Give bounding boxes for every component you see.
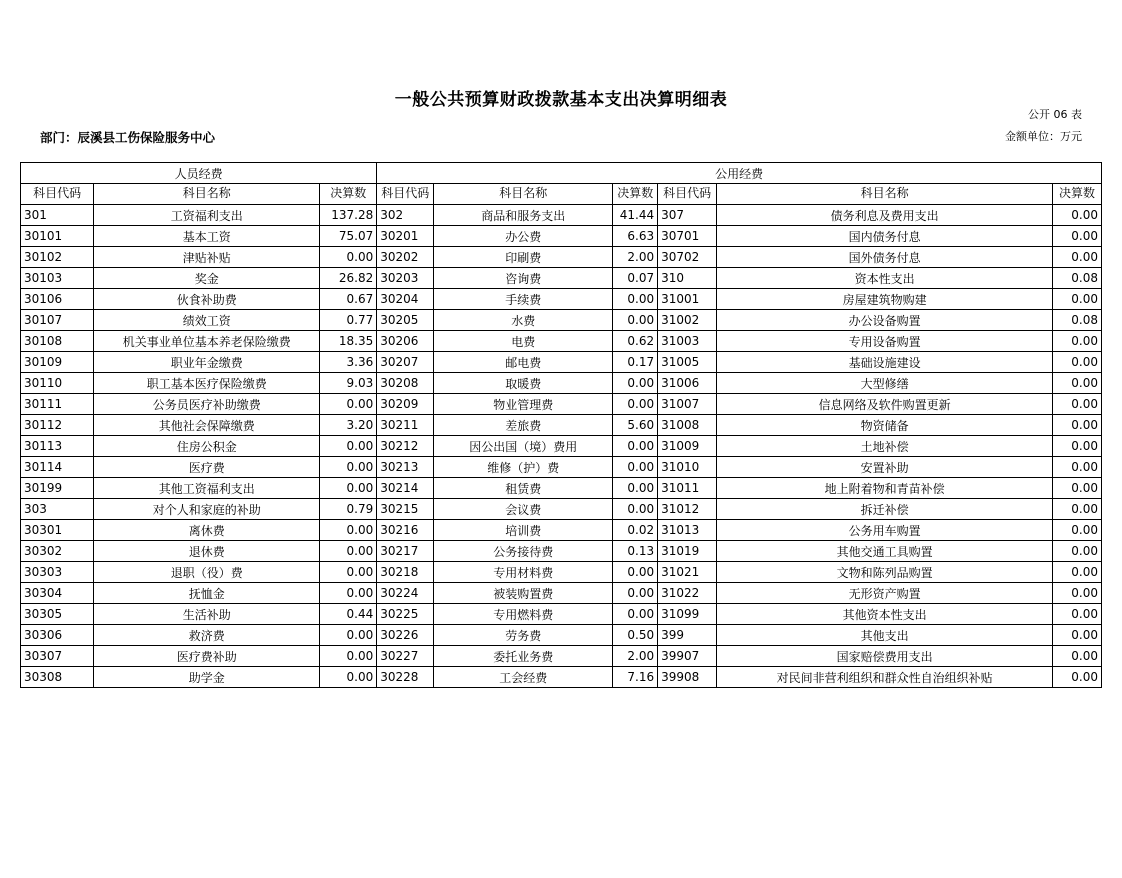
row-goods-amount: 0.62 [613, 331, 658, 352]
row-personnel-amount: 0.00 [320, 457, 377, 478]
row-personnel-name: 医疗费补助 [94, 646, 320, 667]
row-goods-name: 维修（护）费 [434, 457, 613, 478]
row-capital-code: 31012 [658, 499, 717, 520]
table-row [21, 562, 1102, 583]
row-goods-name: 专用燃料费 [434, 604, 613, 625]
table-row [21, 226, 1102, 247]
row-capital-code: 31001 [658, 289, 717, 310]
row-goods-code: 30214 [377, 478, 434, 499]
row-capital-amount: 0.00 [1053, 520, 1102, 541]
table-row [21, 331, 1102, 352]
row-goods-name: 邮电费 [434, 352, 613, 373]
header-goods-code: 科目代码 [377, 184, 434, 205]
row-personnel-name: 其他工资福利支出 [94, 478, 320, 499]
row-capital-name: 债务利息及费用支出 [717, 205, 1053, 226]
row-goods-code: 30227 [377, 646, 434, 667]
row-capital-name: 对民间非营利组织和群众性自治组织补贴 [717, 667, 1053, 688]
row-capital-amount: 0.00 [1053, 415, 1102, 436]
row-goods-name: 印刷费 [434, 247, 613, 268]
table-row [21, 583, 1102, 604]
row-personnel-name: 伙食补助费 [94, 289, 320, 310]
row-goods-amount: 0.00 [613, 289, 658, 310]
row-personnel-code: 30302 [21, 541, 94, 562]
row-capital-amount: 0.00 [1053, 436, 1102, 457]
row-goods-amount: 0.00 [613, 478, 658, 499]
row-capital-code: 310 [658, 268, 717, 289]
row-personnel-amount: 0.00 [320, 625, 377, 646]
row-goods-name: 电费 [434, 331, 613, 352]
table-row [21, 373, 1102, 394]
row-goods-code: 30203 [377, 268, 434, 289]
row-goods-amount: 7.16 [613, 667, 658, 688]
document-meta [20, 108, 1102, 162]
row-personnel-code: 30305 [21, 604, 94, 625]
row-personnel-amount: 0.00 [320, 646, 377, 667]
row-capital-code: 31011 [658, 478, 717, 499]
row-goods-name: 工会经费 [434, 667, 613, 688]
row-capital-code: 31009 [658, 436, 717, 457]
row-personnel-code: 30301 [21, 520, 94, 541]
row-capital-name: 其他支出 [717, 625, 1053, 646]
row-goods-name: 因公出国（境）费用 [434, 436, 613, 457]
table-row [21, 478, 1102, 499]
row-capital-name: 大型修缮 [717, 373, 1053, 394]
row-goods-name: 商品和服务支出 [434, 205, 613, 226]
table-row [21, 289, 1102, 310]
row-personnel-name: 其他社会保障缴费 [94, 415, 320, 436]
row-capital-amount: 0.00 [1053, 583, 1102, 604]
row-goods-amount: 0.00 [613, 499, 658, 520]
row-capital-name: 国外债务付息 [717, 247, 1053, 268]
row-capital-amount: 0.00 [1053, 373, 1102, 394]
row-goods-code: 30216 [377, 520, 434, 541]
row-personnel-amount: 0.77 [320, 310, 377, 331]
group-header-row [21, 163, 1102, 184]
row-personnel-amount: 0.00 [320, 436, 377, 457]
row-personnel-name: 职业年金缴费 [94, 352, 320, 373]
row-goods-amount: 0.00 [613, 604, 658, 625]
header-capital-name: 科目名称 [717, 184, 1053, 205]
row-personnel-name: 职工基本医疗保险缴费 [94, 373, 320, 394]
row-capital-amount: 0.00 [1053, 562, 1102, 583]
row-goods-code: 30211 [377, 415, 434, 436]
row-personnel-amount: 0.00 [320, 247, 377, 268]
row-goods-name: 差旅费 [434, 415, 613, 436]
row-capital-amount: 0.08 [1053, 268, 1102, 289]
table-row [21, 415, 1102, 436]
row-goods-code: 30215 [377, 499, 434, 520]
form-number: 公开 06 表 [1028, 108, 1082, 121]
row-goods-code: 30213 [377, 457, 434, 478]
row-personnel-name: 医疗费 [94, 457, 320, 478]
table-row [21, 268, 1102, 289]
row-goods-amount: 0.13 [613, 541, 658, 562]
header-personnel-amount: 决算数 [320, 184, 377, 205]
row-personnel-amount: 3.36 [320, 352, 377, 373]
header-goods-name: 科目名称 [434, 184, 613, 205]
row-personnel-amount: 0.00 [320, 667, 377, 688]
row-personnel-code: 30111 [21, 394, 94, 415]
row-personnel-amount: 3.20 [320, 415, 377, 436]
row-personnel-amount: 0.00 [320, 520, 377, 541]
row-goods-name: 公务接待费 [434, 541, 613, 562]
row-goods-amount: 0.17 [613, 352, 658, 373]
row-goods-amount: 0.02 [613, 520, 658, 541]
row-personnel-code: 30199 [21, 478, 94, 499]
row-capital-amount: 0.00 [1053, 205, 1102, 226]
row-capital-name: 房屋建筑物购建 [717, 289, 1053, 310]
row-goods-amount: 5.60 [613, 415, 658, 436]
row-capital-code: 31008 [658, 415, 717, 436]
row-capital-name: 拆迁补偿 [717, 499, 1053, 520]
row-capital-name: 其他交通工具购置 [717, 541, 1053, 562]
row-capital-name: 国家赔偿费用支出 [717, 646, 1053, 667]
row-goods-code: 30205 [377, 310, 434, 331]
header-capital-code: 科目代码 [658, 184, 717, 205]
row-goods-name: 专用材料费 [434, 562, 613, 583]
row-personnel-name: 绩效工资 [94, 310, 320, 331]
row-personnel-code: 30103 [21, 268, 94, 289]
table-row [21, 667, 1102, 688]
row-personnel-name: 生活补助 [94, 604, 320, 625]
row-personnel-name: 救济费 [94, 625, 320, 646]
row-goods-name: 手续费 [434, 289, 613, 310]
row-personnel-name: 助学金 [94, 667, 320, 688]
row-goods-amount: 0.50 [613, 625, 658, 646]
row-personnel-name: 津贴补贴 [94, 247, 320, 268]
row-capital-amount: 0.00 [1053, 499, 1102, 520]
row-capital-code: 31022 [658, 583, 717, 604]
table-row [21, 394, 1102, 415]
row-capital-name: 土地补偿 [717, 436, 1053, 457]
row-capital-name: 国内债务付息 [717, 226, 1053, 247]
row-capital-name: 资本性支出 [717, 268, 1053, 289]
row-capital-amount: 0.00 [1053, 247, 1102, 268]
header-capital-amount: 决算数 [1053, 184, 1102, 205]
row-capital-code: 307 [658, 205, 717, 226]
header-personnel-name: 科目名称 [94, 184, 320, 205]
row-goods-amount: 0.00 [613, 394, 658, 415]
row-capital-amount: 0.00 [1053, 457, 1102, 478]
row-capital-name: 安置补助 [717, 457, 1053, 478]
row-personnel-code: 30113 [21, 436, 94, 457]
row-goods-amount: 0.07 [613, 268, 658, 289]
row-personnel-name: 退休费 [94, 541, 320, 562]
row-goods-name: 物业管理费 [434, 394, 613, 415]
row-capital-code: 399 [658, 625, 717, 646]
row-personnel-amount: 0.79 [320, 499, 377, 520]
row-goods-code: 30201 [377, 226, 434, 247]
row-capital-name: 公务用车购置 [717, 520, 1053, 541]
table-row [21, 247, 1102, 268]
row-goods-code: 30202 [377, 247, 434, 268]
row-personnel-name: 公务员医疗补助缴费 [94, 394, 320, 415]
row-goods-amount: 41.44 [613, 205, 658, 226]
row-personnel-amount: 75.07 [320, 226, 377, 247]
row-capital-code: 31010 [658, 457, 717, 478]
row-personnel-code: 30110 [21, 373, 94, 394]
table-row [21, 457, 1102, 478]
row-capital-amount: 0.00 [1053, 289, 1102, 310]
table-head [21, 163, 1102, 205]
row-capital-name: 专用设备购置 [717, 331, 1053, 352]
group-header-personnel: 人员经费 [21, 163, 377, 184]
row-personnel-name: 住房公积金 [94, 436, 320, 457]
row-capital-amount: 0.00 [1053, 541, 1102, 562]
row-personnel-code: 30304 [21, 583, 94, 604]
row-goods-name: 取暖费 [434, 373, 613, 394]
row-capital-code: 31005 [658, 352, 717, 373]
budget-table [20, 162, 1102, 688]
row-capital-code: 31007 [658, 394, 717, 415]
row-personnel-name: 退职（役）费 [94, 562, 320, 583]
table-row [21, 541, 1102, 562]
row-goods-amount: 0.00 [613, 373, 658, 394]
row-capital-code: 30702 [658, 247, 717, 268]
row-capital-code: 30701 [658, 226, 717, 247]
header-goods-amount: 决算数 [613, 184, 658, 205]
row-personnel-code: 30109 [21, 352, 94, 373]
row-goods-amount: 6.63 [613, 226, 658, 247]
row-capital-amount: 0.00 [1053, 352, 1102, 373]
row-capital-name: 其他资本性支出 [717, 604, 1053, 625]
row-capital-amount: 0.00 [1053, 667, 1102, 688]
row-capital-code: 31002 [658, 310, 717, 331]
row-personnel-name: 机关事业单位基本养老保险缴费 [94, 331, 320, 352]
row-capital-amount: 0.00 [1053, 331, 1102, 352]
row-capital-code: 31021 [658, 562, 717, 583]
page-title: 一般公共预算财政拨款基本支出决算明细表 [394, 90, 728, 110]
row-personnel-code: 301 [21, 205, 94, 226]
row-personnel-code: 30107 [21, 310, 94, 331]
row-personnel-amount: 9.03 [320, 373, 377, 394]
row-capital-code: 39907 [658, 646, 717, 667]
row-personnel-code: 30303 [21, 562, 94, 583]
row-goods-code: 30212 [377, 436, 434, 457]
row-goods-code: 30226 [377, 625, 434, 646]
row-personnel-name: 基本工资 [94, 226, 320, 247]
row-goods-name: 水费 [434, 310, 613, 331]
row-goods-code: 30228 [377, 667, 434, 688]
row-personnel-name: 抚恤金 [94, 583, 320, 604]
row-goods-amount: 0.00 [613, 436, 658, 457]
row-personnel-code: 303 [21, 499, 94, 520]
row-goods-name: 被装购置费 [434, 583, 613, 604]
row-goods-amount: 2.00 [613, 646, 658, 667]
row-goods-name: 会议费 [434, 499, 613, 520]
row-capital-name: 办公设备购置 [717, 310, 1053, 331]
row-goods-code: 30207 [377, 352, 434, 373]
row-capital-amount: 0.00 [1053, 394, 1102, 415]
row-goods-name: 劳务费 [434, 625, 613, 646]
amount-unit-note: 金额单位：万元 [1005, 130, 1082, 143]
group-header-public: 公用经费 [377, 163, 1102, 184]
row-personnel-code: 30106 [21, 289, 94, 310]
table-row [21, 520, 1102, 541]
row-personnel-code: 30101 [21, 226, 94, 247]
row-personnel-name: 对个人和家庭的补助 [94, 499, 320, 520]
row-personnel-code: 30102 [21, 247, 94, 268]
column-header-row [21, 184, 1102, 205]
row-personnel-amount: 0.00 [320, 541, 377, 562]
row-goods-code: 30206 [377, 331, 434, 352]
row-goods-code: 30225 [377, 604, 434, 625]
row-personnel-name: 离休费 [94, 520, 320, 541]
row-personnel-amount: 0.00 [320, 394, 377, 415]
row-goods-name: 培训费 [434, 520, 613, 541]
table-row [21, 352, 1102, 373]
row-capital-amount: 0.00 [1053, 625, 1102, 646]
row-personnel-amount: 137.28 [320, 205, 377, 226]
row-capital-name: 地上附着物和青苗补偿 [717, 478, 1053, 499]
row-personnel-code: 30108 [21, 331, 94, 352]
department-label: 部门：辰溪县工伤保险服务中心 [40, 130, 216, 145]
row-personnel-code: 30112 [21, 415, 94, 436]
table-row [21, 646, 1102, 667]
row-goods-name: 委托业务费 [434, 646, 613, 667]
row-capital-amount: 0.08 [1053, 310, 1102, 331]
row-capital-amount: 0.00 [1053, 478, 1102, 499]
row-personnel-amount: 0.67 [320, 289, 377, 310]
row-capital-name: 无形资产购置 [717, 583, 1053, 604]
row-capital-name: 文物和陈列品购置 [717, 562, 1053, 583]
row-personnel-amount: 0.00 [320, 583, 377, 604]
row-personnel-amount: 18.35 [320, 331, 377, 352]
row-goods-name: 租赁费 [434, 478, 613, 499]
table-row [21, 499, 1102, 520]
row-capital-name: 信息网络及软件购置更新 [717, 394, 1053, 415]
row-goods-amount: 0.00 [613, 583, 658, 604]
row-capital-code: 31003 [658, 331, 717, 352]
row-capital-code: 31006 [658, 373, 717, 394]
row-personnel-amount: 0.00 [320, 478, 377, 499]
row-capital-code: 31019 [658, 541, 717, 562]
row-capital-name: 物资储备 [717, 415, 1053, 436]
row-personnel-amount: 26.82 [320, 268, 377, 289]
table-row [21, 625, 1102, 646]
row-capital-amount: 0.00 [1053, 646, 1102, 667]
row-personnel-name: 工资福利支出 [94, 205, 320, 226]
row-capital-code: 39908 [658, 667, 717, 688]
table-row [21, 310, 1102, 331]
document-page [0, 85, 1122, 878]
row-capital-code: 31099 [658, 604, 717, 625]
row-capital-amount: 0.00 [1053, 226, 1102, 247]
row-goods-amount: 2.00 [613, 247, 658, 268]
row-personnel-code: 30114 [21, 457, 94, 478]
row-personnel-code: 30308 [21, 667, 94, 688]
row-goods-amount: 0.00 [613, 457, 658, 478]
table-row [21, 604, 1102, 625]
table-row [21, 205, 1102, 226]
row-capital-amount: 0.00 [1053, 604, 1102, 625]
row-goods-amount: 0.00 [613, 310, 658, 331]
table-body [21, 205, 1102, 688]
row-personnel-code: 30306 [21, 625, 94, 646]
row-personnel-name: 奖金 [94, 268, 320, 289]
row-goods-code: 302 [377, 205, 434, 226]
row-personnel-code: 30307 [21, 646, 94, 667]
row-capital-name: 基础设施建设 [717, 352, 1053, 373]
row-goods-code: 30217 [377, 541, 434, 562]
row-goods-name: 办公费 [434, 226, 613, 247]
row-capital-code: 31013 [658, 520, 717, 541]
row-goods-name: 咨询费 [434, 268, 613, 289]
row-personnel-amount: 0.00 [320, 562, 377, 583]
row-goods-code: 30218 [377, 562, 434, 583]
row-goods-code: 30208 [377, 373, 434, 394]
row-personnel-amount: 0.44 [320, 604, 377, 625]
row-goods-code: 30204 [377, 289, 434, 310]
header-personnel-code: 科目代码 [21, 184, 94, 205]
row-goods-code: 30224 [377, 583, 434, 604]
row-goods-code: 30209 [377, 394, 434, 415]
table-row [21, 436, 1102, 457]
row-goods-amount: 0.00 [613, 562, 658, 583]
